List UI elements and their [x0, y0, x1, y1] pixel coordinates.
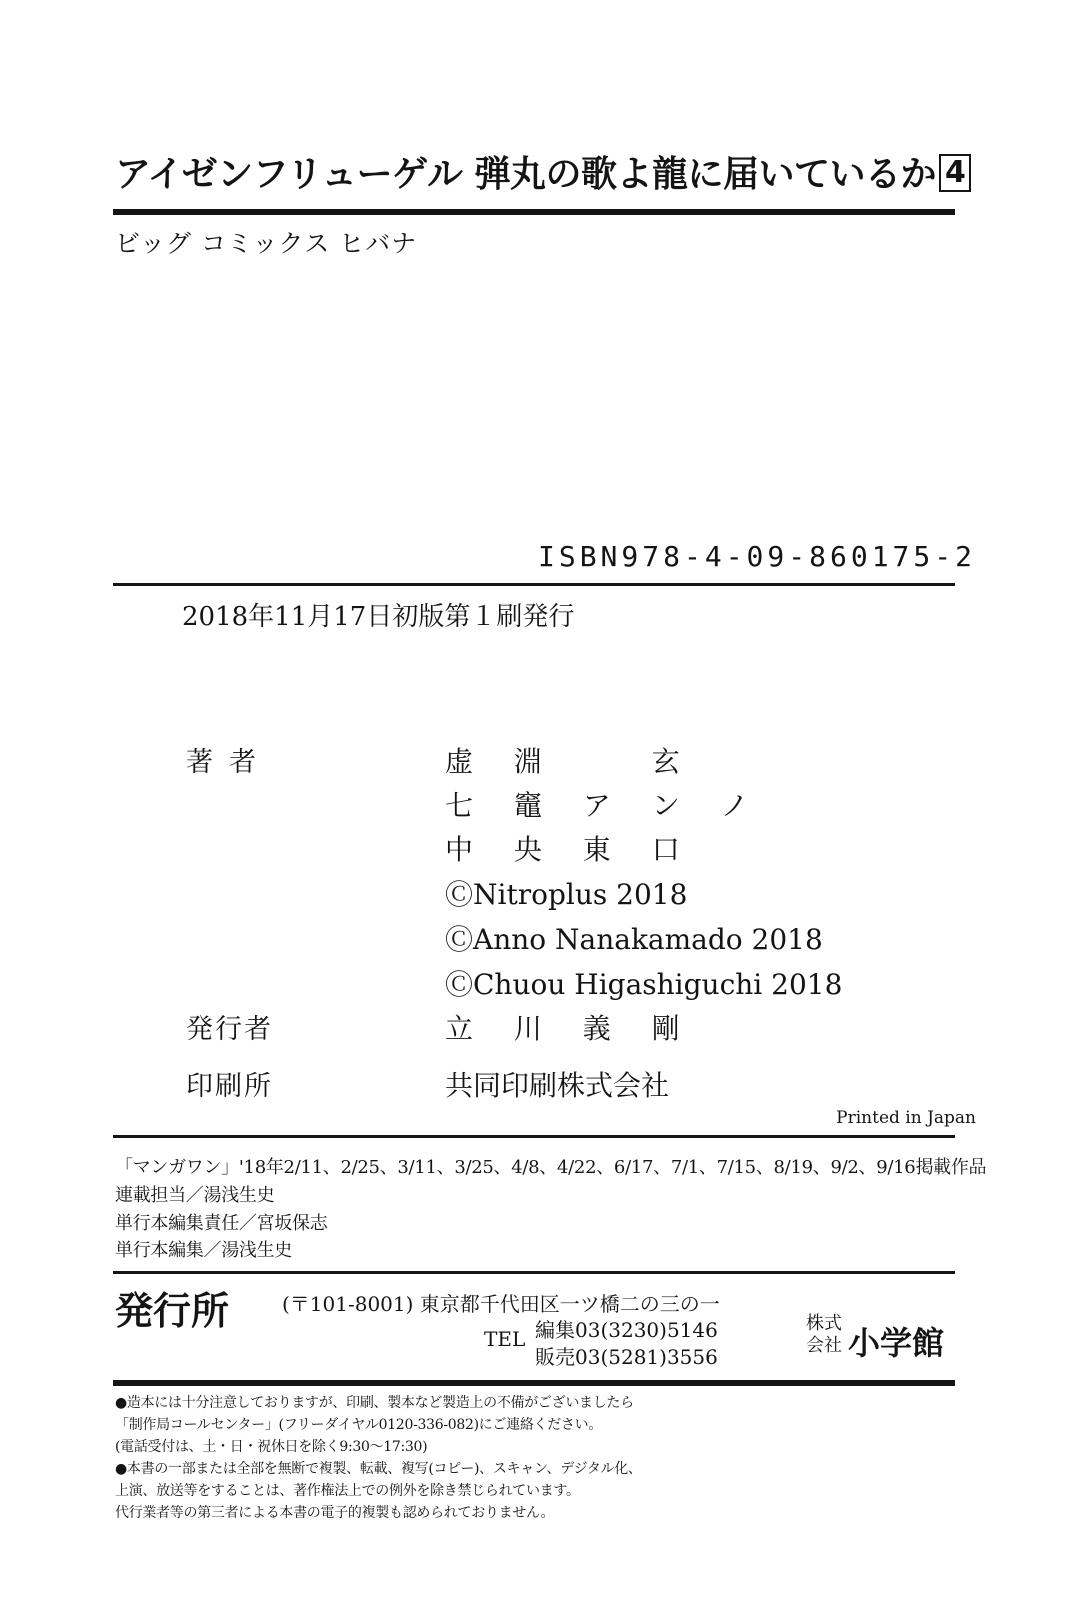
- isbn: ISBN978-4-09-860175-2: [537, 540, 976, 573]
- copyright-line: ⒸAnno Nanakamado 2018: [445, 923, 823, 956]
- notice-line: ●本書の一部または全部を無断で複製、転載、複写(コピー)、スキャン、デジタル化、: [115, 1461, 642, 1477]
- notice-line: 上演、放送等をすることは、著作権法上での例外を除き禁じられています。: [115, 1483, 580, 1499]
- isbn-rule: [113, 583, 955, 586]
- printer-label: 印刷所: [186, 1071, 273, 1102]
- title-rule: [113, 209, 955, 215]
- publisher-person-name: 立 川 義 剛: [445, 1012, 696, 1045]
- serialization-magazine: 「マンガワン」'18年2/11、2/25、3/11、3/25、4/8、4/22、6/17、7/1、7/15、8/19、9/2、9/16掲載作品: [115, 1157, 987, 1178]
- tel-editorial: 編集03(3230)5146: [535, 1318, 718, 1342]
- publisher-office-label: 発行所: [115, 1289, 230, 1333]
- copyright-line: ⒸChuou Higashiguchi 2018: [445, 968, 843, 1001]
- copyright-line: ⒸNitroplus 2018: [445, 878, 688, 911]
- publisher-rule: [113, 1380, 955, 1386]
- title-text: アイゼンフリューゲル 弾丸の歌よ龍に届いているか: [115, 154, 936, 195]
- tel-sales: 販売03(5281)3556: [535, 1345, 718, 1369]
- publisher-person-label: 発行者: [186, 1014, 273, 1045]
- book-editor: 単行本編集／湯浅生史: [115, 1240, 292, 1261]
- publication-date: 2018年11月17日初版第１刷発行: [182, 602, 575, 632]
- notice-line: (電話受付は、土・日・祝休日を除く9:30〜17:30): [115, 1439, 428, 1455]
- serialization-rule: [113, 1271, 955, 1274]
- credits-rule: [113, 1135, 955, 1138]
- author-label: 著者: [186, 747, 272, 778]
- tel-label: TEL: [484, 1327, 526, 1351]
- series-name: ビッグ コミックス ヒバナ: [115, 229, 418, 258]
- author-name: 中 央 東 口: [445, 833, 696, 866]
- printer-name: 共同印刷株式会社: [445, 1069, 670, 1102]
- notice-line: ●造本には十分注意しておりますが、印刷、製本など製造上の不備がございましたら: [115, 1395, 634, 1411]
- serialization-editor: 連載担当／湯浅生史: [115, 1185, 275, 1206]
- author-name: 虚 淵 玄: [445, 745, 696, 778]
- printed-in-japan: Printed in Japan: [836, 1108, 976, 1128]
- company-name: 小学館: [848, 1324, 945, 1362]
- publisher-address: (〒101-8001) 東京都千代田区一ツ橋二の三の一: [282, 1292, 720, 1316]
- volume-number-box: 4: [939, 154, 971, 192]
- company-type: 株式会社: [806, 1313, 842, 1356]
- book-title: [115, 150, 971, 200]
- notice-line: 代行業者等の第三者による本書の電子的複製も認められておりません。: [115, 1505, 555, 1521]
- author-name: 七 竈 ア ン ノ: [445, 789, 765, 822]
- chief-editor: 単行本編集責任／宮坂保志: [115, 1213, 328, 1234]
- notice-line: 「制作局コールセンター」(フリーダイヤル0120-336-082)にご連絡ください。: [115, 1417, 603, 1433]
